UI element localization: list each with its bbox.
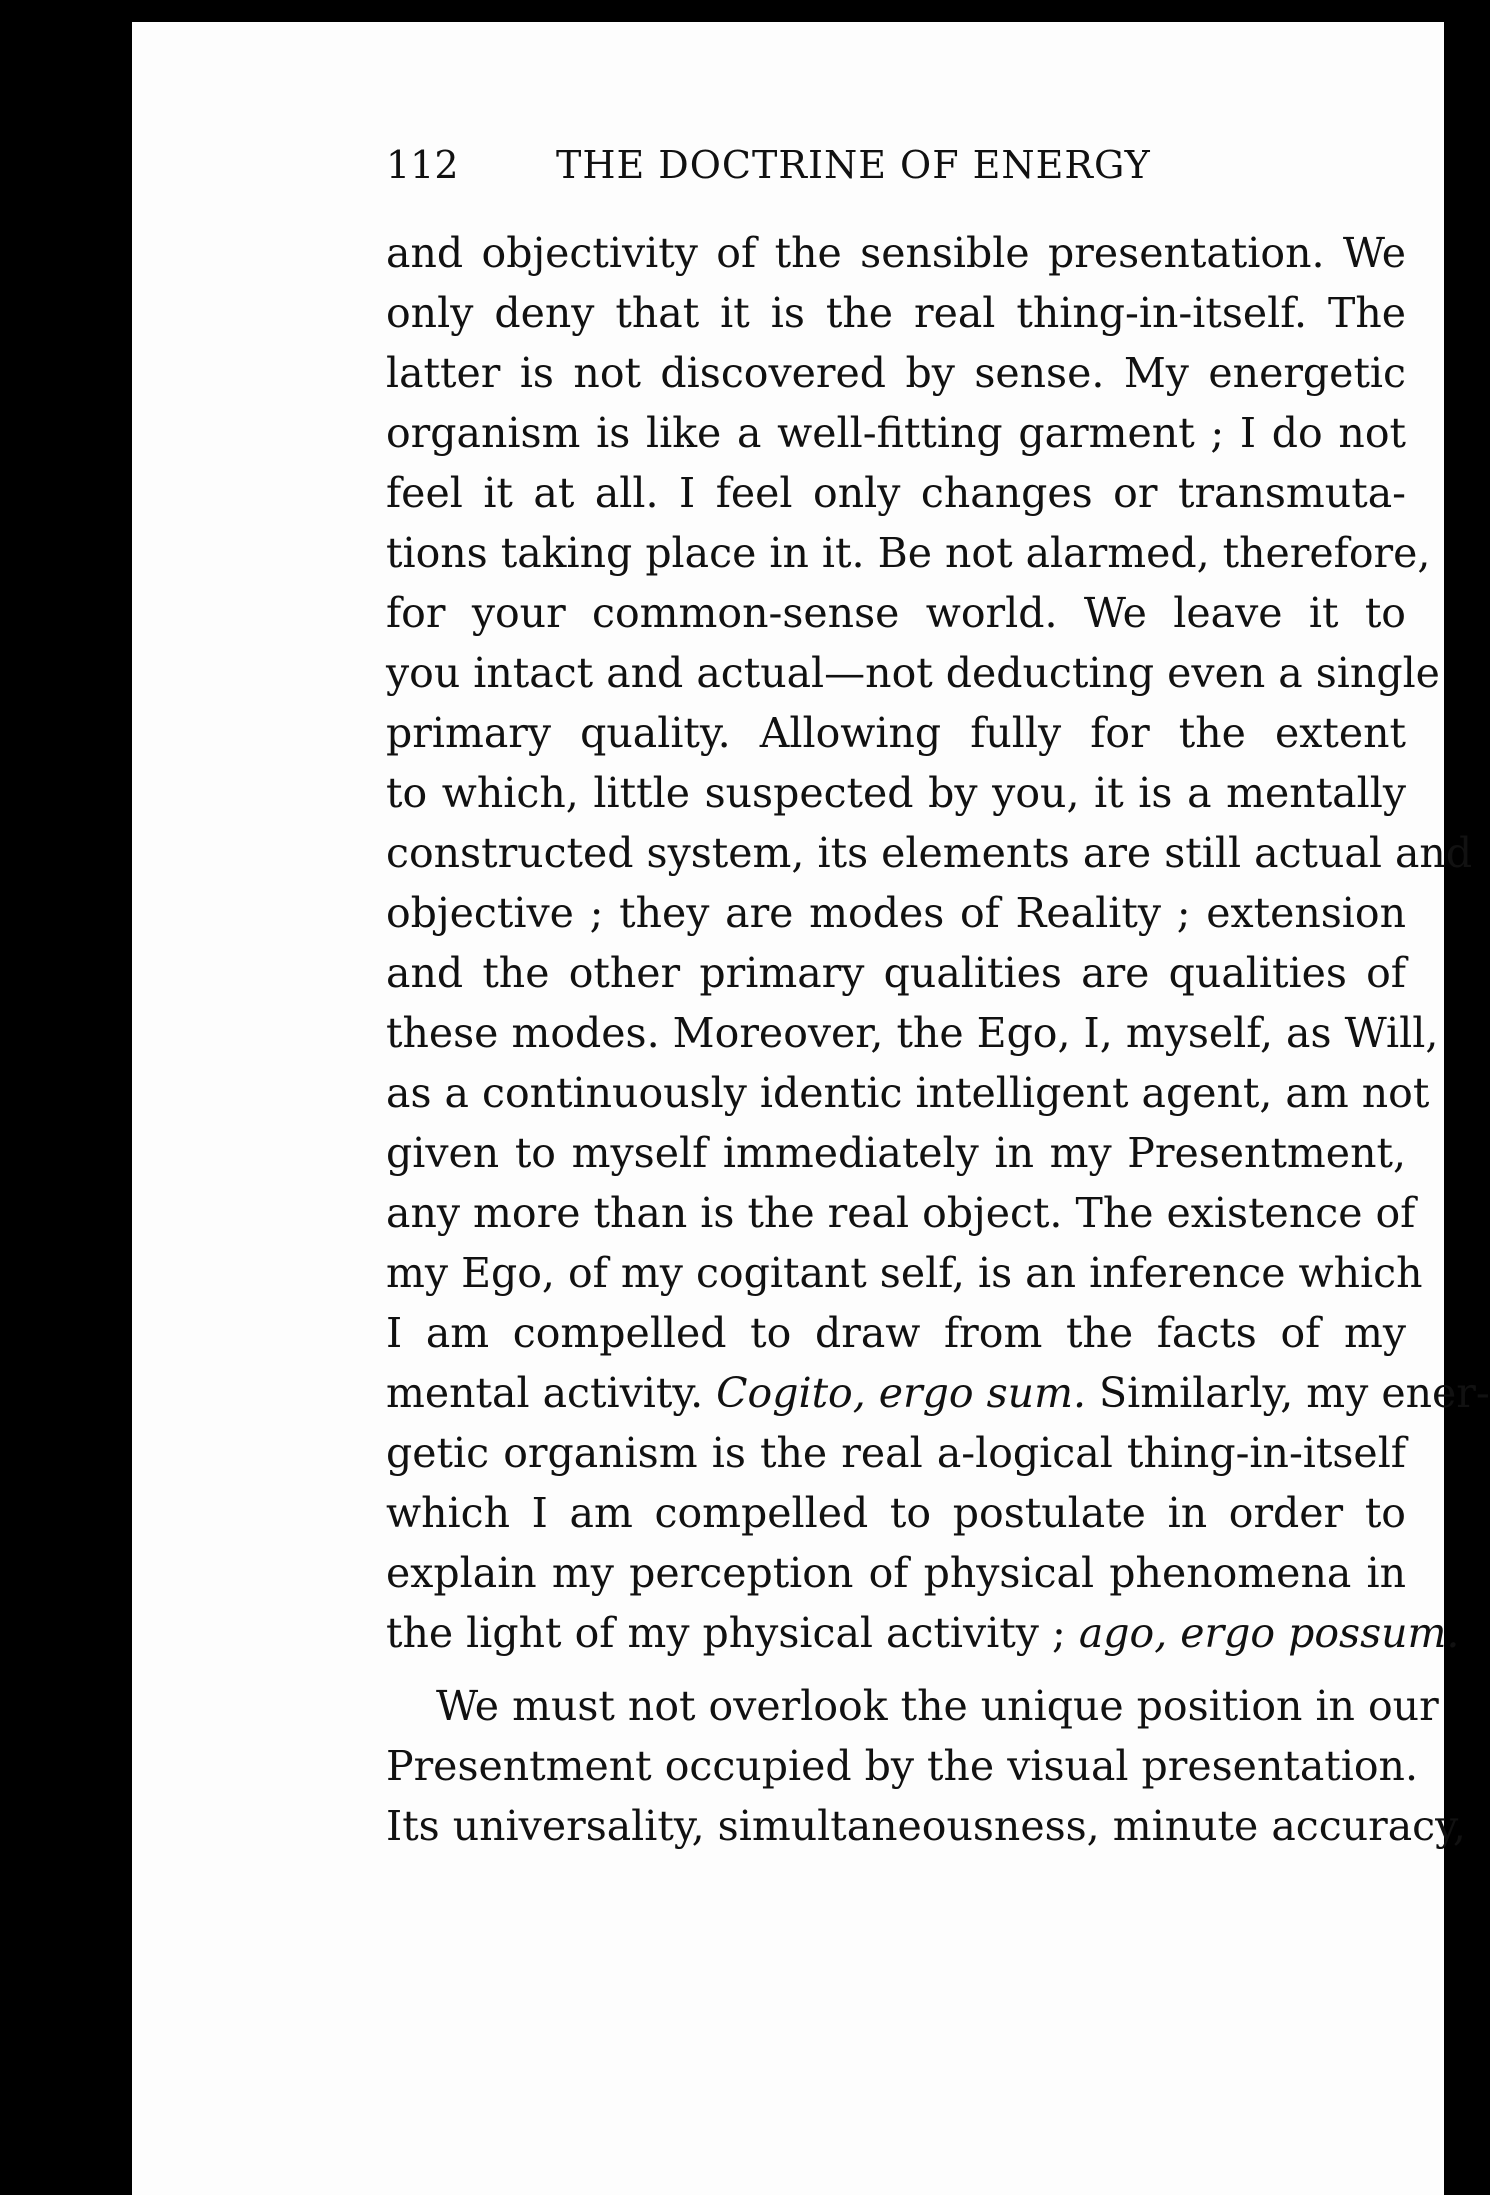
latin-phrase-ago: ago, ergo possum. [1078,1609,1460,1657]
text-line: Its universality, simultaneousness, minute accuracy, [386,1802,1466,1850]
running-head: THE DOCTRINE OF ENERGY [556,143,1151,187]
latin-phrase-cogito: Cogito, ergo sum. [716,1369,1086,1417]
text-line: these modes. Moreover, the Ego, I, myself, as Will, [386,1009,1439,1057]
text-line: any more than is the real object. The existence of [386,1189,1416,1237]
text-line: my Ego, of my cogitant self, is an inference which [386,1249,1423,1297]
text-line: given to myself immediately in my Presentment, [386,1129,1406,1177]
text-line: explain my perception of physical phenomena in [386,1549,1406,1597]
text-span: mental activity. [386,1369,717,1417]
text-line-with-latin [386,1608,1460,1658]
text-line: you intact and actual—not deducting even a single [386,649,1440,697]
text-line-with-latin [386,1368,1490,1418]
text-span: Similarly, my ener- [1085,1369,1490,1417]
text-line: as a continuously identic intelligent agent, am not [386,1069,1430,1117]
text-line: organism is like a well-fitting garment ; I do not [386,409,1406,457]
text-line: and the other primary qualities are qualities of [386,949,1406,997]
text-line: latter is not discovered by sense. My energetic [386,349,1406,397]
text-line: objective ; they are modes of Reality ; extension [386,889,1406,937]
text-line: which I am compelled to postulate in order to [386,1489,1406,1537]
text-line: feel it at all. I feel only changes or transmuta- [386,469,1406,517]
text-line: Presentment occupied by the visual presentation. [386,1742,1418,1790]
text-line: constructed system, its elements are still actual and [386,829,1473,877]
page-number: 112 [386,143,459,187]
text-line: for your common-sense world. We leave it to [386,589,1406,637]
text-span: the light of my physical activity ; [386,1609,1079,1657]
text-line: We must not overlook the unique position in our [436,1682,1439,1730]
text-line: I am compelled to draw from the facts of my [386,1309,1406,1357]
text-line: getic organism is the real a-logical thing-in-itself [386,1429,1406,1477]
text-line: primary quality. Allowing fully for the extent [386,709,1406,757]
text-line: only deny that it is the real thing-in-itself. The [386,289,1406,337]
text-line: to which, little suspected by you, it is a mentally [386,769,1406,817]
text-line: and objectivity of the sensible presentation. We [386,229,1406,277]
text-line: tions taking place in it. Be not alarmed, therefore, [386,529,1431,577]
